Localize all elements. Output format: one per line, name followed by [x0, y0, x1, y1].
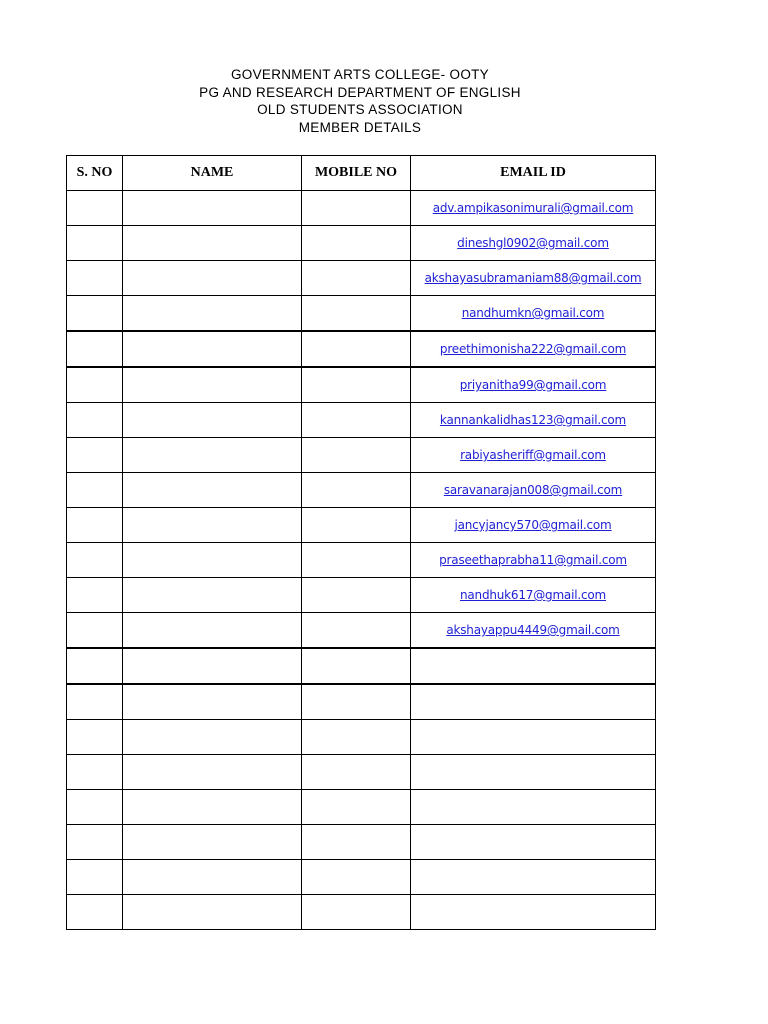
- email-link[interactable]: rabiyasheriff@gmail.com: [460, 448, 606, 462]
- cell-name: [123, 473, 302, 508]
- cell-mobile: [302, 403, 411, 438]
- cell-mobile: [302, 473, 411, 508]
- table-header-row: [67, 156, 656, 191]
- cell-name: [123, 296, 302, 332]
- cell-sno: [67, 226, 123, 261]
- cell-mobile: [302, 825, 411, 860]
- table-row: [67, 296, 656, 332]
- cell-sno: [67, 331, 123, 367]
- email-link[interactable]: jancyjancy570@gmail.com: [454, 518, 612, 532]
- document-header: [0, 66, 720, 136]
- cell-sno: [67, 508, 123, 543]
- cell-mobile: [302, 508, 411, 543]
- cell-mobile: [302, 296, 411, 332]
- cell-email: [411, 508, 656, 543]
- cell-name: [123, 508, 302, 543]
- cell-name: [123, 648, 302, 684]
- email-link[interactable]: akshayasubramaniam88@gmail.com: [424, 271, 642, 285]
- cell-sno: [67, 684, 123, 720]
- cell-name: [123, 191, 302, 226]
- association-name: OLD STUDENTS ASSOCIATION: [257, 102, 463, 118]
- cell-sno: [67, 648, 123, 684]
- email-link[interactable]: dineshgl0902@gmail.com: [457, 236, 609, 250]
- table-row: [67, 613, 656, 649]
- cell-name: [123, 720, 302, 755]
- table-row: [67, 648, 656, 684]
- cell-email: [411, 648, 656, 684]
- cell-name: [123, 261, 302, 296]
- table-row: [67, 790, 656, 825]
- cell-email: [411, 438, 656, 473]
- cell-name: [123, 226, 302, 261]
- table-row: [67, 720, 656, 755]
- cell-email: [411, 720, 656, 755]
- table-row: [67, 403, 656, 438]
- cell-name: [123, 438, 302, 473]
- cell-sno: [67, 403, 123, 438]
- cell-sno: [67, 790, 123, 825]
- cell-sno: [67, 543, 123, 578]
- cell-mobile: [302, 578, 411, 613]
- college-name: GOVERNMENT ARTS COLLEGE- OOTY: [230, 67, 489, 82]
- column-header-sno: S. NO: [67, 156, 123, 191]
- cell-name: [123, 790, 302, 825]
- column-header-mobile: MOBILE NO: [302, 156, 411, 191]
- table-row: [67, 543, 656, 578]
- email-link[interactable]: akshayappu4449@gmail.com: [446, 623, 620, 637]
- table-row: [67, 755, 656, 790]
- cell-name: [123, 403, 302, 438]
- cell-sno: [67, 296, 123, 332]
- cell-email: [411, 191, 656, 226]
- cell-mobile: [302, 543, 411, 578]
- cell-mobile: [302, 895, 411, 930]
- email-link[interactable]: nandhuk617@gmail.com: [459, 588, 607, 602]
- cell-name: [123, 895, 302, 930]
- member-details-table: [66, 155, 656, 930]
- cell-sno: [67, 578, 123, 613]
- cell-mobile: [302, 860, 411, 895]
- email-link[interactable]: kannankalidhas123@gmail.com: [439, 413, 627, 427]
- cell-email: [411, 684, 656, 720]
- cell-email: [411, 473, 656, 508]
- table-row: [67, 367, 656, 403]
- cell-sno: [67, 473, 123, 508]
- table-row: [67, 684, 656, 720]
- cell-email: [411, 790, 656, 825]
- cell-sno: [67, 613, 123, 649]
- cell-sno: [67, 261, 123, 296]
- cell-mobile: [302, 790, 411, 825]
- cell-email: [411, 755, 656, 790]
- table-row: [67, 578, 656, 613]
- cell-mobile: [302, 684, 411, 720]
- cell-sno: [67, 367, 123, 403]
- cell-sno: [67, 720, 123, 755]
- cell-email: [411, 367, 656, 403]
- cell-sno: [67, 191, 123, 226]
- cell-mobile: [302, 755, 411, 790]
- email-link[interactable]: saravanarajan008@gmail.com: [443, 483, 623, 497]
- cell-mobile: [302, 331, 411, 367]
- table-row: [67, 261, 656, 296]
- column-header-name: NAME: [123, 156, 302, 191]
- cell-sno: [67, 860, 123, 895]
- cell-name: [123, 578, 302, 613]
- cell-name: [123, 543, 302, 578]
- cell-name: [123, 860, 302, 895]
- column-header-email: EMAIL ID: [411, 156, 656, 191]
- cell-name: [123, 367, 302, 403]
- cell-name: [123, 613, 302, 649]
- table-row: [67, 825, 656, 860]
- cell-mobile: [302, 261, 411, 296]
- table-body: [67, 191, 656, 930]
- table-row: [67, 473, 656, 508]
- email-link[interactable]: priyanitha99@gmail.com: [459, 378, 607, 392]
- cell-email: [411, 543, 656, 578]
- email-link[interactable]: adv.ampikasonimurali@gmail.com: [432, 201, 634, 215]
- cell-mobile: [302, 367, 411, 403]
- email-link[interactable]: praseethaprabha11@gmail.com: [439, 553, 627, 567]
- cell-name: [123, 331, 302, 367]
- cell-name: [123, 755, 302, 790]
- cell-email: [411, 403, 656, 438]
- cell-email: [411, 226, 656, 261]
- table-row: [67, 226, 656, 261]
- table-row: [67, 438, 656, 473]
- cell-sno: [67, 825, 123, 860]
- cell-mobile: [302, 613, 411, 649]
- table-row: [67, 895, 656, 930]
- email-link[interactable]: nandhumkn@gmail.com: [461, 306, 605, 320]
- table-row: [67, 331, 656, 367]
- table-row: [67, 860, 656, 895]
- cell-mobile: [302, 226, 411, 261]
- cell-name: [123, 684, 302, 720]
- cell-email: [411, 578, 656, 613]
- cell-email: [411, 895, 656, 930]
- department-name: PG AND RESEARCH DEPARTMENT OF ENGLISH: [199, 84, 521, 100]
- cell-sno: [67, 895, 123, 930]
- cell-mobile: [302, 438, 411, 473]
- cell-mobile: [302, 191, 411, 226]
- table-row: [67, 191, 656, 226]
- cell-email: [411, 825, 656, 860]
- cell-sno: [67, 438, 123, 473]
- cell-email: [411, 860, 656, 895]
- cell-email: [411, 261, 656, 296]
- cell-sno: [67, 755, 123, 790]
- cell-mobile: [302, 648, 411, 684]
- document-title: MEMBER DETAILS: [298, 119, 422, 135]
- email-link[interactable]: preethimonisha222@gmail.com: [439, 342, 627, 356]
- cell-name: [123, 825, 302, 860]
- table-row: [67, 508, 656, 543]
- cell-email: [411, 331, 656, 367]
- cell-email: [411, 613, 656, 649]
- cell-email: [411, 296, 656, 332]
- cell-mobile: [302, 720, 411, 755]
